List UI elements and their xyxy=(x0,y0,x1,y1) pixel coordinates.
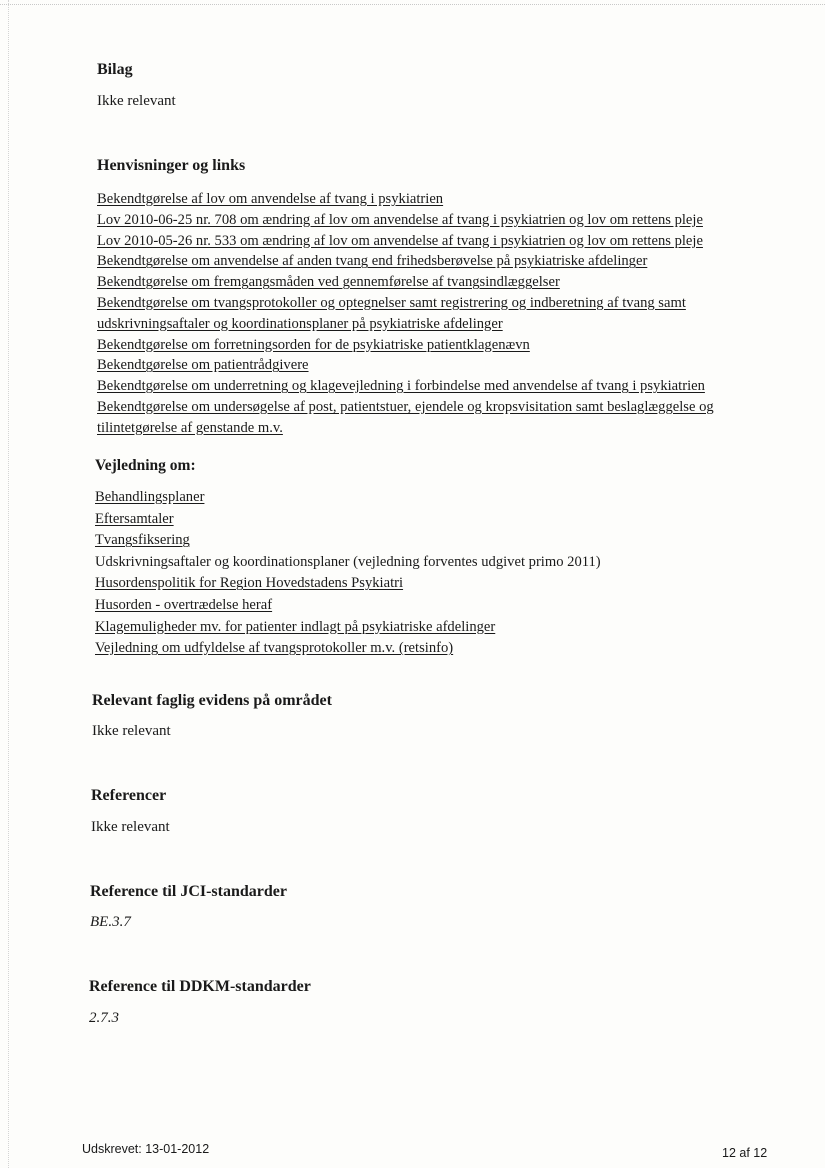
footer-printed-date: Udskrevet: 13-01-2012 xyxy=(82,1142,210,1156)
vejledning-heading: Vejledning om: xyxy=(95,457,196,474)
guide-udfyldelse-tvangsprotokoller[interactable]: Vejledning om udfyldelse af tvangsprotokoller m.v. (retsinfo) xyxy=(95,640,454,657)
link-bekendtgoerelse-tvang[interactable]: Bekendtgørelse af lov om anvendelse af tvang i psykiatrien xyxy=(97,191,444,207)
guide-behandlingsplaner[interactable]: Behandlingsplaner xyxy=(95,489,205,505)
footer-page-number: 12 af 12 xyxy=(722,1146,768,1160)
ddkm-standard: 2.7.3 xyxy=(89,1010,119,1026)
bilag-text: Ikke relevant xyxy=(97,93,176,109)
evidens-text: Ikke relevant xyxy=(92,723,171,739)
link-tvangsindlaeggelser[interactable]: Bekendtgørelse om fremgangsmåden ved gennemførelse af tvangsindlæggelser xyxy=(97,274,560,291)
bilag-heading: Bilag xyxy=(97,61,133,78)
henvisninger-heading: Henvisninger og links xyxy=(97,157,246,174)
link-patientklagenaevn[interactable]: Bekendtgørelse om forretningsorden for de psykiatriske patientklagenævn xyxy=(97,336,530,353)
scan-top-edge xyxy=(0,4,825,5)
link-undersoegelse-post-cont[interactable]: tilintetgørelse af genstande m.v. xyxy=(97,419,283,436)
jci-standard: BE.3.7 xyxy=(90,914,131,930)
link-lov-708[interactable]: Lov 2010-06-25 nr. 708 om ændring af lov om anvendelse af tvang i psykiatrien og lov om rettens pleje xyxy=(97,211,703,228)
jci-heading: Reference til JCI-standarder xyxy=(90,883,287,900)
evidens-heading: Relevant faglig evidens på området xyxy=(92,692,332,709)
link-klagevejledning[interactable]: Bekendtgørelse om underretning og klagevejledning i forbindelse med anvendelse af tvang i psykiatrien xyxy=(97,378,705,395)
link-tvangsprotokoller[interactable]: Bekendtgørelse om tvangsprotokoller og optegnelser samt registrering og indberetning af tvang samt xyxy=(97,294,686,311)
guide-tvangsfiksering[interactable]: Tvangsfiksering xyxy=(95,532,190,549)
guide-klagemuligheder[interactable]: Klagemuligheder mv. for patienter indlagt på psykiatriske afdelinger xyxy=(95,618,496,635)
guide-udskrivningsaftaler: Udskrivningsaftaler og koordinationsplaner (vejledning forventes udgivet primo 2011) xyxy=(95,553,601,570)
link-anden-tvang[interactable]: Bekendtgørelse om anvendelse af anden tvang end frihedsberøvelse på psykiatriske afdelinger xyxy=(97,253,648,270)
link-undersoegelse-post[interactable]: Bekendtgørelse om undersøgelse af post, patientstuer, ejendele og kropsvisitation samt beslaglæggelse og xyxy=(97,398,714,415)
ddkm-heading: Reference til DDKM-standarder xyxy=(89,978,311,995)
referencer-text: Ikke relevant xyxy=(91,819,170,835)
guide-husordenspolitik[interactable]: Husordenspolitik for Region Hovedstadens Psykiatri xyxy=(95,575,404,592)
referencer-heading: Referencer xyxy=(91,787,167,804)
guide-eftersamtaler[interactable]: Eftersamtaler xyxy=(95,510,174,527)
link-lov-533[interactable]: Lov 2010-05-26 nr. 533 om ændring af lov om anvendelse af tvang i psykiatrien og lov om rettens pleje xyxy=(97,232,703,249)
guide-husorden-overtraedelse[interactable]: Husorden - overtrædelse heraf xyxy=(95,596,273,613)
link-patientraadgivere[interactable]: Bekendtgørelse om patientrådgivere xyxy=(97,357,309,374)
scan-left-edge xyxy=(8,0,9,1168)
reference-links-list xyxy=(97,189,757,439)
link-tvangsprotokoller-cont[interactable]: udskrivningsaftaler og koordinationsplaner på psykiatriske afdelinger xyxy=(97,315,503,332)
guidance-list xyxy=(95,487,755,660)
